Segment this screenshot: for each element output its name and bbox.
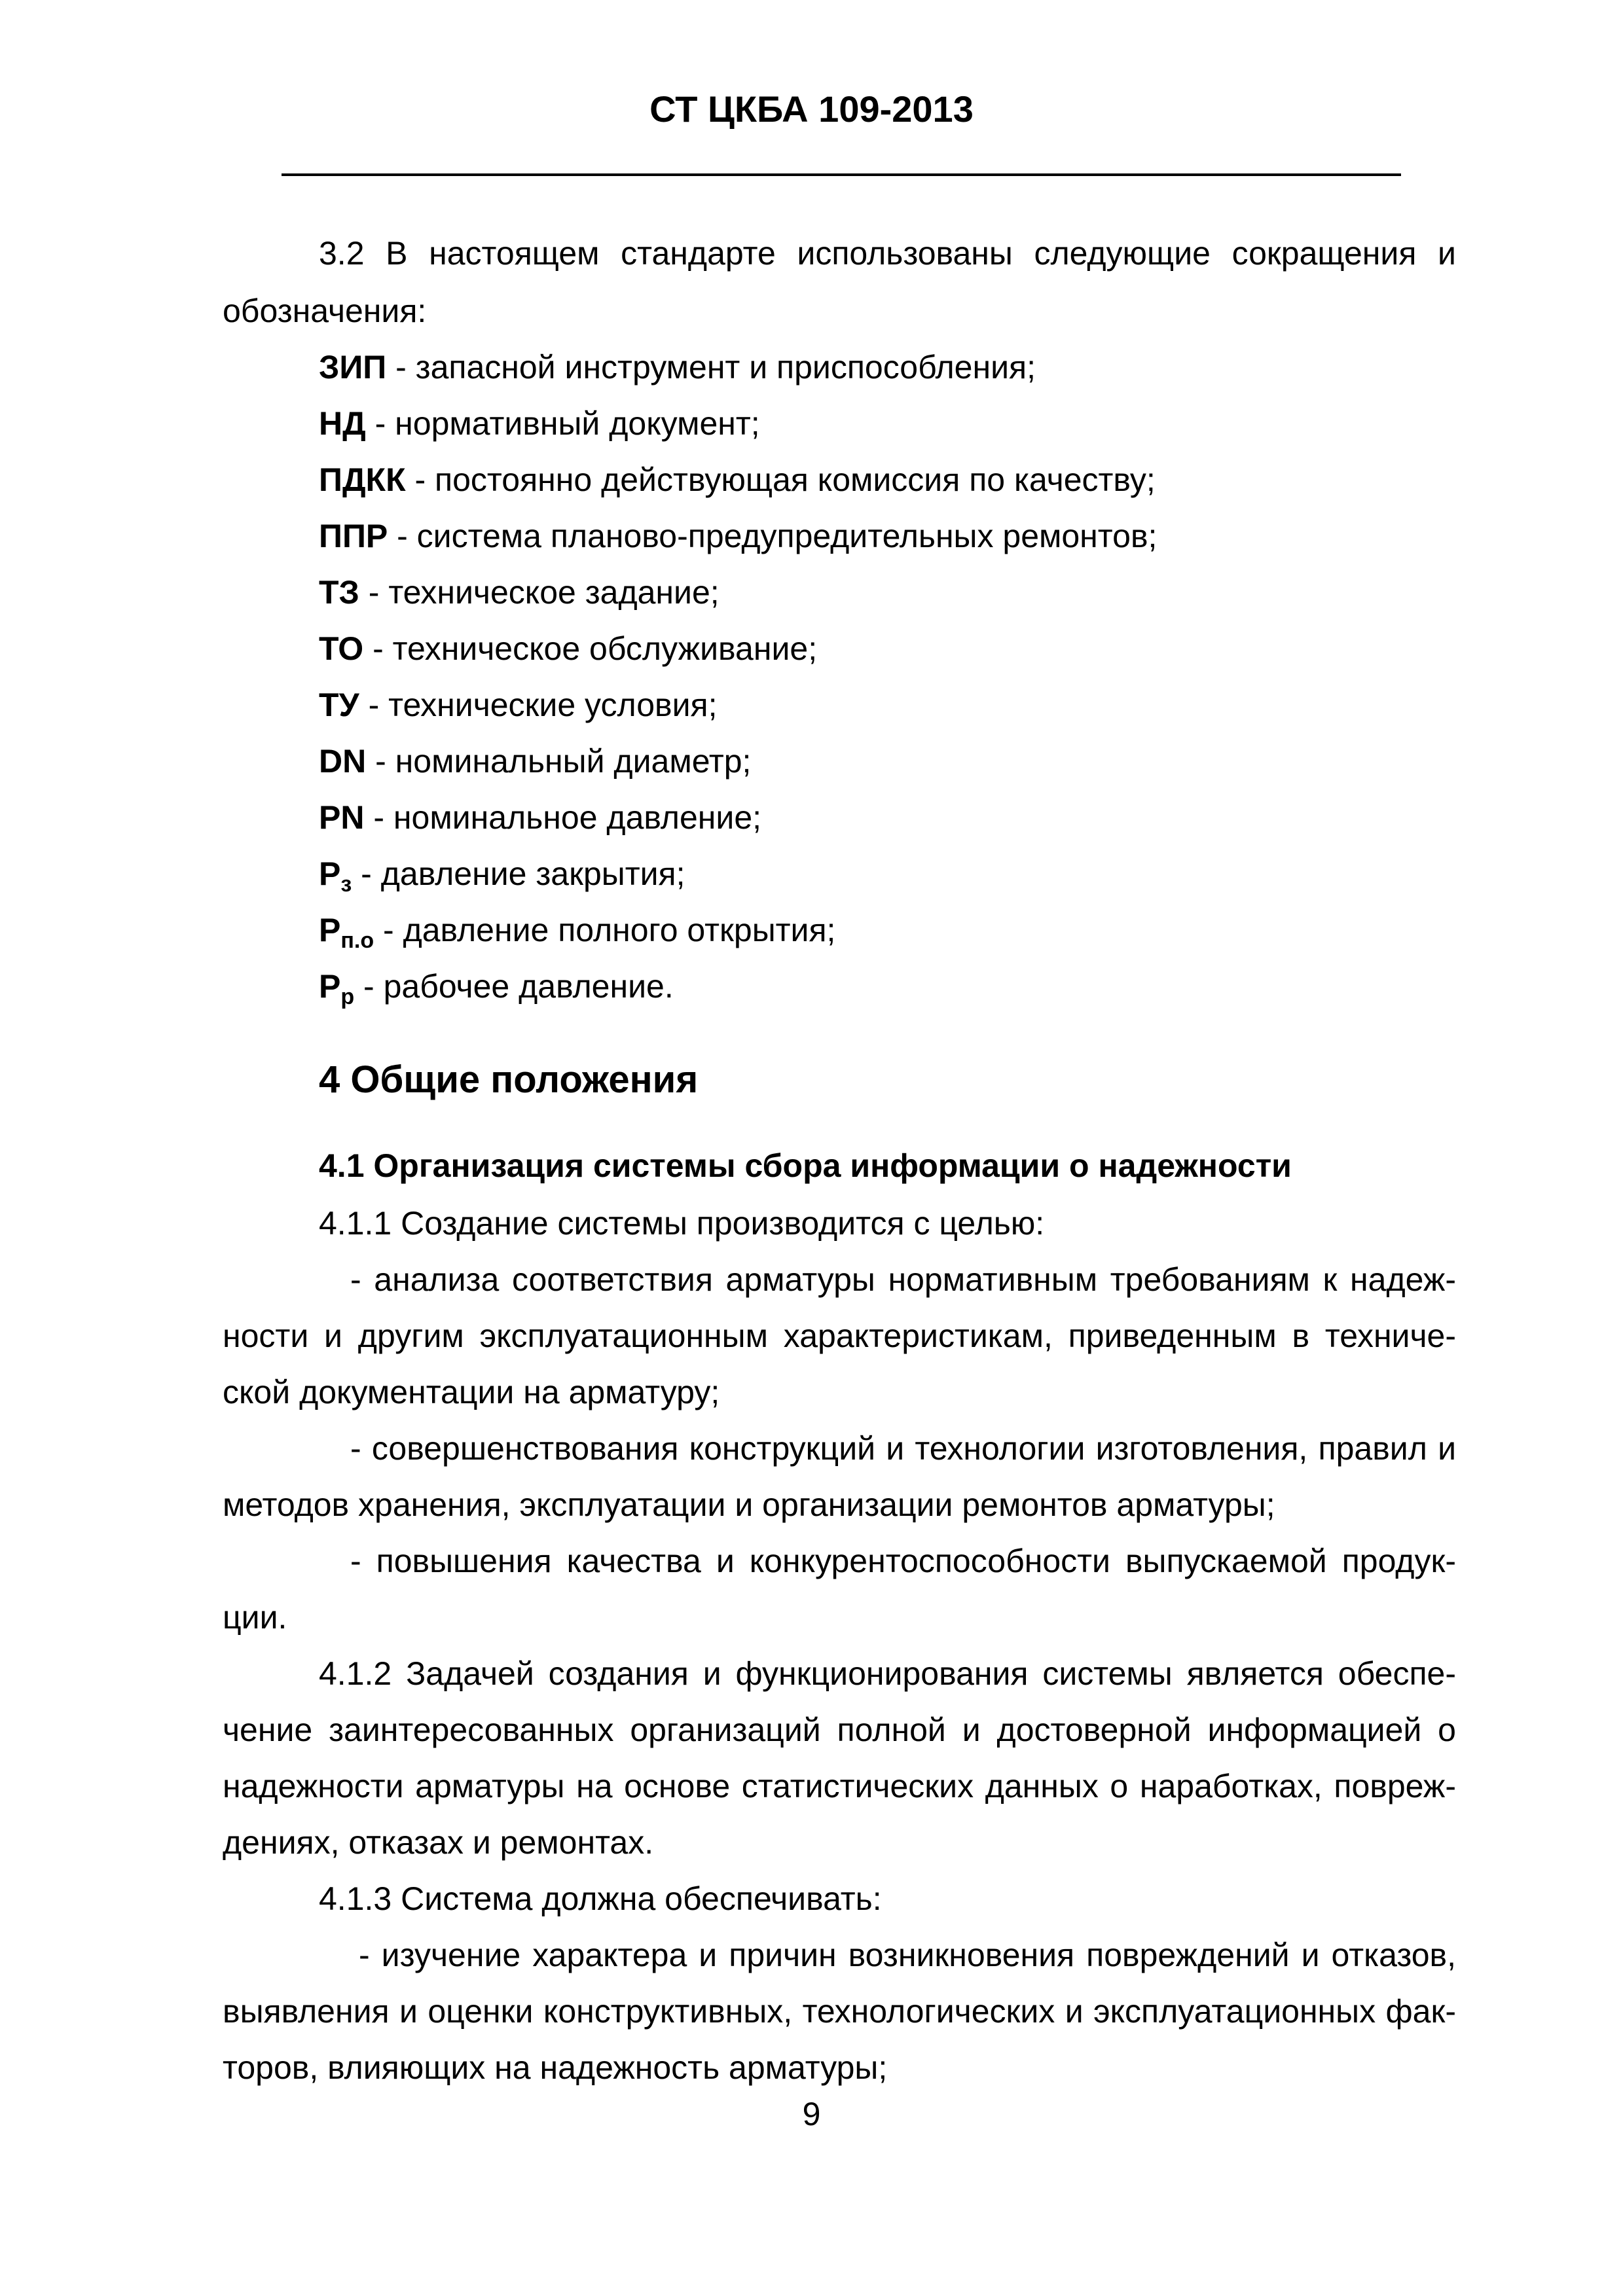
abbreviation-term: ППР [319, 518, 388, 554]
abbreviation-definition: - рабочее давление. [363, 968, 674, 1005]
list-item-line: - совершенствования конструкций и технологии изготовления, правил и [350, 1430, 1456, 1467]
abbreviation-term: ПДКК [319, 461, 406, 498]
list-item-line: ской документации на арматуру; [223, 1374, 720, 1410]
list-item-line: - повышения качества и конкурентоспособности выпускаемой продук- [350, 1543, 1456, 1579]
abbreviation-definition: - нормативный документ; [374, 405, 760, 442]
abbreviation-subscript: р [340, 984, 355, 1009]
abbreviation-item [319, 685, 718, 725]
abbreviation-item [319, 910, 835, 960]
abbreviation-definition: - номинальное давление; [373, 799, 762, 836]
abbreviation-term: P [319, 912, 341, 948]
abbreviation-item [319, 573, 720, 612]
abbreviation-item [319, 629, 817, 668]
abbreviation-item [319, 854, 685, 904]
abbreviation-item [319, 516, 1157, 556]
abbreviation-term: ТЗ [319, 574, 359, 611]
document-header-title: СТ ЦКБА 109-2013 [649, 88, 974, 130]
abbreviation-definition: - давление полного открытия; [383, 912, 836, 948]
abbreviation-term: DN [319, 743, 367, 780]
paragraph-4-1-2-line: надежности арматуры на основе статистических данных о наработках, повреж- [223, 1768, 1456, 1804]
abbreviation-definition: - техническое обслуживание; [373, 630, 818, 667]
paragraph-4-1-3: 4.1.3 Система должна обеспечивать: [319, 1880, 882, 1917]
list-item-line: выявления и оценки конструктивных, технологических и эксплуатационных фак- [223, 1993, 1456, 2030]
abbreviation-definition: - система планово-предупредительных ремонтов; [397, 518, 1158, 554]
intro-line-2: обозначения: [223, 293, 427, 329]
abbreviation-term: P [319, 968, 341, 1005]
abbreviation-item [319, 798, 761, 837]
paragraph-4-1-2-line: 4.1.2 Задачей создания и функционирования системы является обеспе- [319, 1655, 1456, 1692]
paragraph-4-1-2-line: чение заинтересованных организаций полной и достоверной информацией о [223, 1712, 1456, 1748]
list-item-line: ности и другим эксплуатационным характеристикам, приведенным в техниче- [223, 1318, 1456, 1354]
list-item-line: торов, влияющих на надежность арматуры; [223, 2049, 888, 2086]
paragraph-4-1-2-line: дениях, отказах и ремонтах. [223, 1824, 654, 1861]
abbreviation-definition: - постоянно действующая комиссия по качеству; [414, 461, 1156, 498]
abbreviation-item [319, 742, 751, 781]
abbreviation-definition: - номинальный диаметр; [375, 743, 752, 780]
abbreviation-item [319, 404, 760, 443]
abbreviation-term: ТО [319, 630, 364, 667]
abbreviation-term: НД [319, 405, 366, 442]
abbreviation-definition: - давление закрытия; [361, 855, 685, 892]
section-heading: 4 Общие положения [319, 1058, 699, 1101]
abbreviation-definition: - техническое задание; [368, 574, 720, 611]
page-number: 9 [802, 2096, 821, 2132]
abbreviation-definition: - запасной инструмент и приспособления; [395, 349, 1036, 386]
intro-line-1: 3.2 В настоящем стандарте использованы следующие сокращения и [319, 235, 1456, 272]
paragraph-4-1-1: 4.1.1 Создание системы производится с целью: [319, 1205, 1045, 1242]
list-item-line: ции. [223, 1599, 287, 1636]
abbreviation-item [319, 348, 1036, 387]
abbreviation-item [319, 967, 674, 1016]
abbreviation-subscript: п.о [340, 928, 374, 953]
list-item-line: - анализа соответствия арматуры нормативным требованиям к надеж- [350, 1261, 1456, 1298]
header-divider [282, 173, 1401, 176]
abbreviation-definition: - технические условия; [368, 687, 718, 723]
subsection-heading: 4.1 Организация системы сбора информации о надежности [319, 1147, 1292, 1184]
abbreviation-item [319, 460, 1156, 499]
list-item-line: методов хранения, эксплуатации и организации ремонтов арматуры; [223, 1486, 1275, 1523]
list-item-line: - изучение характера и причин возникновения повреждений и отказов, [359, 1937, 1456, 1973]
abbreviation-term: ТУ [319, 687, 359, 723]
abbreviation-term: ЗИП [319, 349, 387, 386]
abbreviation-term: PN [319, 799, 365, 836]
abbreviation-subscript: з [340, 872, 352, 897]
abbreviation-term: P [319, 855, 341, 892]
